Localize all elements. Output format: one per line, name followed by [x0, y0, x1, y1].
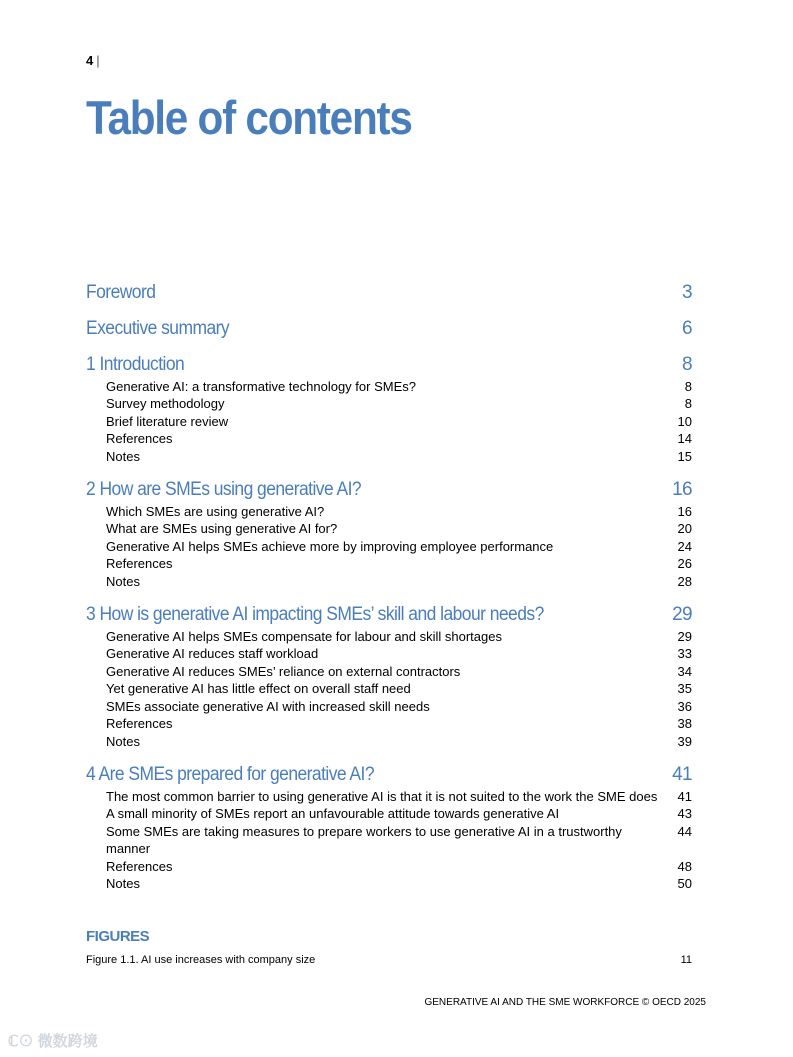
toc-section-link[interactable] [106, 573, 692, 590]
toc-section-title: Generative AI reduces SMEs’ reliance on external contractors [106, 663, 461, 679]
toc-section-page: 43 [677, 806, 692, 822]
toc-section-page: 24 [677, 538, 692, 554]
toc-chapter [86, 282, 692, 304]
toc-section-page: 44 [677, 823, 692, 839]
toc-chapter-title: 3 How is generative AI impacting SMEs’ skill and labour needs? [86, 604, 544, 626]
toc-section-title: SMEs associate generative AI with increased skill needs [106, 698, 430, 714]
figure-entry-label: Figure 1.1. AI use increases with company size [86, 954, 316, 966]
page-number [86, 53, 100, 68]
toc-section-title: Generative AI reduces staff workload [106, 646, 319, 662]
toc-chapter-link[interactable] [86, 604, 692, 626]
toc-section-link[interactable] [106, 680, 692, 697]
toc-section-title: Notes [106, 448, 140, 464]
toc-section-title: Notes [106, 573, 140, 589]
toc-section-title: Generative AI helps SMEs achieve more by improving employee performance [106, 538, 554, 554]
toc-section-page: 8 [684, 396, 692, 412]
toc-section-page: 41 [677, 788, 692, 804]
figure-entry-page: 11 [680, 954, 692, 966]
watermark-logo [8, 1030, 98, 1051]
toc-chapter [86, 354, 692, 465]
toc-section-title: Some SMEs are taking measures to prepare workers to use generative AI in a trustworthy manner [106, 823, 622, 857]
toc-section-link[interactable] [106, 715, 692, 732]
toc-section-link[interactable] [106, 520, 692, 537]
toc-chapter-page: 6 [682, 318, 692, 339]
toc-section-title: References [106, 556, 173, 572]
toc-section-page: 38 [677, 716, 692, 732]
toc-section-link[interactable] [106, 538, 692, 555]
toc-section-title: References [106, 716, 173, 732]
toc-section-title: Brief literature review [106, 413, 229, 429]
toc-chapter [86, 479, 692, 590]
toc-section-title: Notes [106, 733, 140, 749]
toc-chapter-link[interactable] [86, 764, 692, 786]
toc-section-link[interactable] [106, 503, 692, 520]
toc-chapter-title: Executive summary [86, 318, 230, 339]
page-number-value: 4 [86, 53, 94, 68]
page-title: Table of contents [86, 91, 412, 144]
toc-section-page: 20 [677, 521, 692, 537]
toc-chapter [86, 604, 692, 750]
toc-section-page: 35 [677, 681, 692, 697]
toc-chapter-link[interactable] [86, 354, 692, 376]
toc-section-link[interactable] [106, 805, 692, 822]
toc-chapter-link[interactable] [86, 479, 692, 501]
toc-section-title: A small minority of SMEs report an unfavourable attitude towards generative AI [106, 806, 560, 822]
toc-chapter-title: Foreword [86, 282, 156, 303]
table-of-contents [86, 282, 692, 906]
toc-section-link[interactable] [106, 628, 692, 645]
toc-section-link[interactable] [106, 663, 692, 680]
toc-chapter-page: 29 [672, 604, 692, 626]
toc-section-page: 33 [677, 646, 692, 662]
toc-section-page: 29 [677, 629, 692, 645]
toc-section-page: 26 [677, 556, 692, 572]
toc-section-page: 10 [677, 413, 692, 429]
toc-section-title: Generative AI helps SMEs compensate for labour and skill shortages [106, 629, 502, 645]
toc-section-title: Generative AI: a transformative technology for SMEs? [106, 379, 416, 394]
toc-section-page: 36 [677, 698, 692, 714]
toc-chapter-page: 41 [672, 763, 692, 785]
toc-section-page: 48 [677, 858, 692, 874]
toc-section-page: 34 [677, 663, 692, 679]
toc-section-link[interactable] [106, 875, 692, 892]
toc-section-link[interactable] [106, 645, 692, 662]
toc-chapter-page: 3 [682, 282, 692, 303]
toc-section-page: 39 [677, 733, 692, 749]
toc-section-link[interactable] [106, 733, 692, 750]
toc-section-title: The most common barrier to using generative AI is that it is not suited to the work the SME does [106, 788, 658, 804]
toc-section-link[interactable] [106, 413, 692, 430]
toc-chapter-title: 1 Introduction [86, 354, 185, 375]
toc-section-link[interactable] [106, 448, 692, 465]
toc-section-title: Yet generative AI has little effect on overall staff need [106, 681, 411, 697]
toc-chapter [86, 764, 692, 892]
toc-chapter [86, 318, 692, 340]
toc-section-link[interactable] [106, 698, 692, 715]
toc-section-title: Which SMEs are using generative AI? [106, 504, 325, 520]
toc-chapter-link[interactable] [86, 282, 692, 304]
toc-section-link[interactable] [106, 555, 692, 572]
toc-section-title: Survey methodology [106, 396, 225, 412]
toc-section-page: 16 [677, 504, 692, 520]
watermark-icon: ℂ⊙ [8, 1033, 38, 1050]
toc-section-link[interactable] [106, 430, 692, 447]
toc-section-title: References [106, 858, 173, 874]
toc-section-list [106, 503, 692, 590]
toc-section-title: What are SMEs using generative AI for? [106, 521, 338, 537]
toc-section-list [106, 628, 692, 750]
toc-section-page: 14 [677, 431, 692, 447]
toc-section-page: 28 [677, 573, 692, 589]
toc-section-title: References [106, 431, 173, 447]
toc-section-page: 50 [677, 875, 692, 891]
toc-chapter-page: 8 [682, 354, 692, 375]
figure-entry[interactable] [86, 954, 692, 966]
watermark-text: 微数跨境 [37, 1033, 98, 1050]
toc-section-link[interactable] [106, 858, 692, 875]
page-number-separator: | [96, 53, 100, 68]
toc-chapter-title: 4 Are SMEs prepared for generative AI? [86, 763, 375, 785]
toc-section-link[interactable] [106, 788, 692, 805]
toc-section-title: Notes [106, 875, 140, 891]
toc-chapter-link[interactable] [86, 318, 692, 340]
toc-chapter-page: 16 [672, 479, 692, 501]
toc-section-link[interactable] [106, 378, 692, 395]
toc-section-page: 8 [684, 379, 692, 394]
toc-chapter-title: 2 How are SMEs using generative AI? [86, 479, 362, 501]
toc-section-list [106, 378, 692, 465]
toc-section-list [106, 788, 692, 892]
page-footer: GENERATIVE AI AND THE SME WORKFORCE © OECD 2025 [424, 997, 706, 1008]
toc-section-link[interactable] [106, 395, 692, 412]
toc-section-page: 15 [677, 448, 692, 464]
toc-section-link[interactable] [106, 823, 692, 858]
figures-heading: FIGURES [86, 928, 150, 945]
